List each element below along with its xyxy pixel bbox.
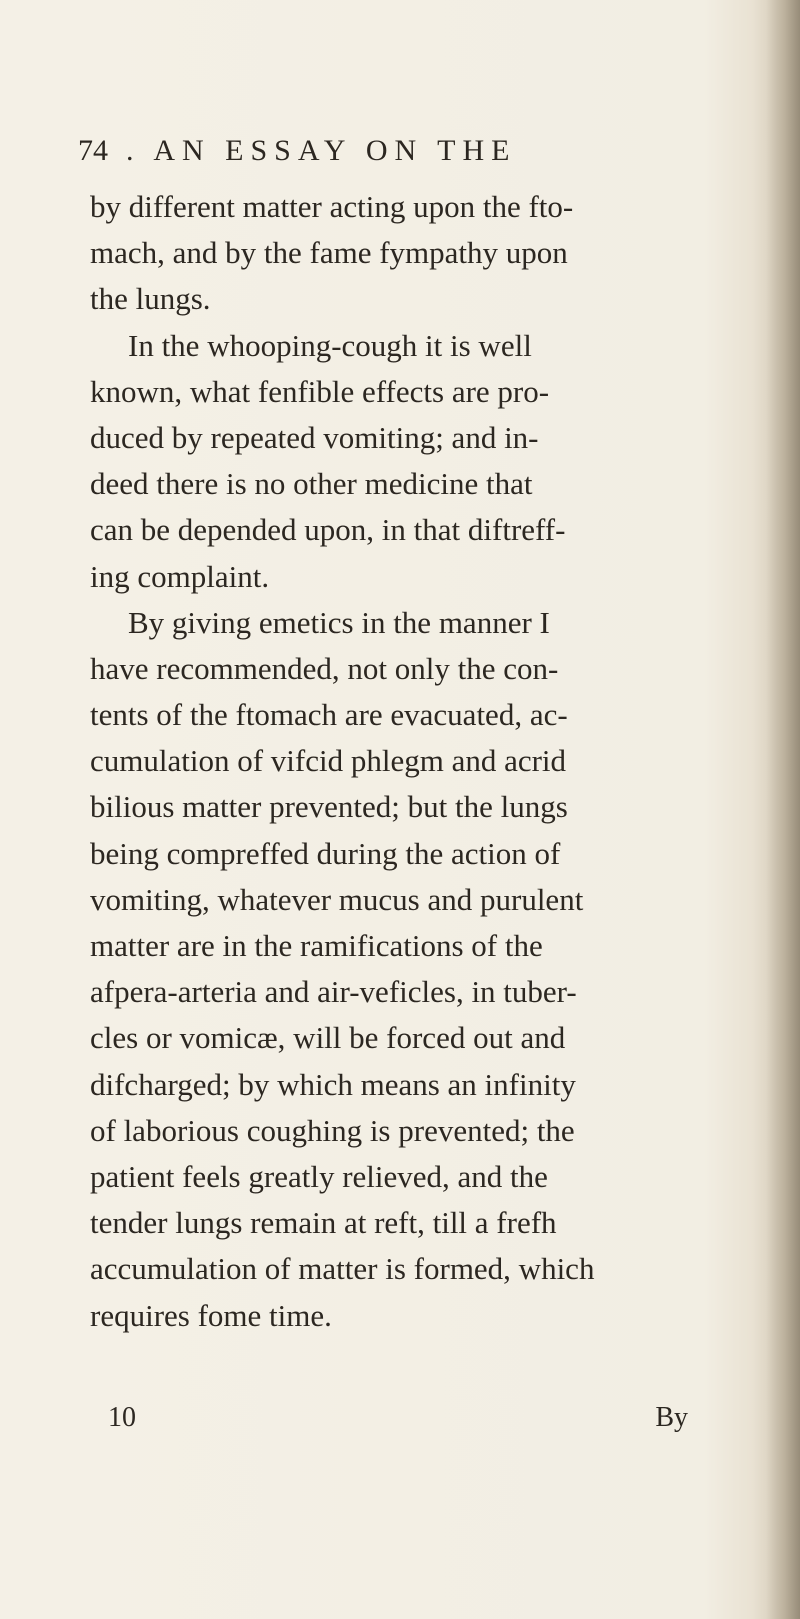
running-header [78,134,638,178]
text-line: requires fome time. [90,1297,332,1333]
text-line: known, what fenfible effects are pro- [90,373,550,409]
page-footer [108,1402,688,1442]
text-line: the lungs. [90,281,211,317]
text-line: difcharged; by which means an infinity [90,1066,576,1102]
text-line: tents of the ftomach are evacuated, ac- [90,697,568,733]
text-line: By giving emetics in the manner I [128,604,550,640]
text-line: matter are in the ramifications of the [90,928,543,963]
text-line: can be depended upon, in that diftreff- [90,512,566,548]
text-line: of laborious coughing is prevented; the [90,1112,575,1148]
text-line: cles or vomicæ, will be forced out and [90,1020,566,1056]
catchword: By [655,1402,688,1433]
text-line: mach, and by the fame fympathy upon [90,235,568,271]
text-line: bilious matter prevented; but the lungs [90,789,568,825]
text-line: afpera-arteria and air-veficles, in tuber- [90,974,577,1010]
text-line: duced by repeated vomiting; and in- [90,419,539,455]
text-line: have recommended, not only the con- [90,650,559,686]
text-line: cumulation of vifcid phlegm and acrid [90,743,567,779]
text-line: tender lungs remain at reft, till a frefh [90,1205,557,1241]
text-line: patient feels greatly relieved, and the [90,1158,548,1194]
text-line: accumulation of matter is formed, which [90,1251,595,1287]
body-text [90,184,690,1339]
text-line: vomiting, whatever mucus and purulent [90,881,584,917]
text-line: ing complaint. [90,558,270,594]
running-title: . AN ESSAY ON THE [126,134,517,167]
page-number: 74 [78,134,108,167]
page-edge-shadow [766,0,800,1619]
text-line: by different matter acting upon the fto- [90,189,574,224]
text-line: deed there is no other medicine that [90,466,533,502]
text-line: being compreffed during the action of [90,835,561,871]
signature-mark: 10 [108,1402,136,1433]
text-line: In the whooping-cough it is well [128,327,532,363]
